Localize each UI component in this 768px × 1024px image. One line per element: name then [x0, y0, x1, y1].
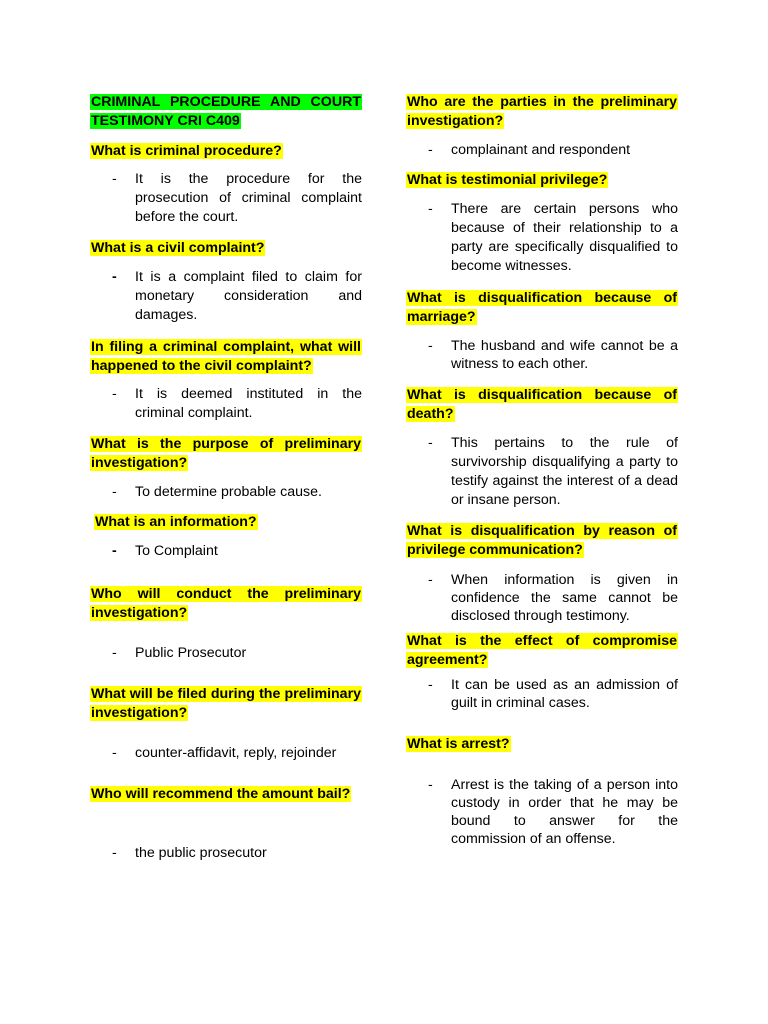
bullet-dash: -: [428, 572, 433, 588]
bullet-dash: -: [428, 201, 433, 217]
answer-item: - It is deemed instituted in the criminal complaint.: [112, 386, 362, 421]
question-heading: In filing a criminal complaint, what will happened to the civil complaint?: [91, 339, 361, 374]
bullet-dash: -: [428, 777, 433, 793]
bullet-dash: -: [428, 338, 433, 354]
bullet-dash: -: [112, 484, 117, 500]
question-heading: What is disqualification because of marriage?: [407, 290, 677, 325]
question-heading: What will be filed during the preliminary investigation?: [91, 686, 361, 721]
answer-item: - This pertains to the rule of survivorship disqualifying a party to testify against the interest of a dead or insane person.: [428, 435, 678, 508]
question-heading: What is the purpose of preliminary investigation?: [91, 436, 361, 471]
bullet-dash: -: [112, 845, 117, 861]
bullet-dash: -: [428, 435, 433, 451]
answer-item: - When information is given in confidence the same cannot be disclosed through testimony.: [428, 572, 678, 624]
answer-item: - It is a complaint filed to claim for monetary consideration and damages.: [112, 269, 362, 323]
answer-item: - The husband and wife cannot be a witness to each other.: [428, 338, 678, 372]
question-heading: What is arrest?: [407, 736, 510, 752]
answer-item: - Public Prosecutor: [112, 645, 247, 661]
bullet-dash: -: [428, 142, 433, 158]
bullet-dash: -: [112, 645, 117, 661]
question-heading: What is an information?: [95, 514, 257, 530]
question-heading: What is disqualification by reason of privilege communication?: [407, 523, 677, 558]
answer-item: - complainant and respondent: [428, 142, 631, 158]
question-heading: Who will recommend the amount bail?: [91, 786, 351, 802]
answer-item: - To determine probable cause.: [112, 484, 322, 500]
question-heading: What is criminal procedure?: [91, 143, 282, 159]
bullet-dash: -: [112, 269, 117, 285]
question-heading: What is disqualification because of death?: [407, 387, 677, 422]
answer-item: - It is the procedure for the prosecution of criminal complaint before the court.: [112, 171, 362, 225]
question-heading: What is testimonial privilege?: [407, 172, 608, 188]
answer-item: - counter-affidavit, reply, rejoinder: [112, 745, 337, 761]
bullet-dash: -: [428, 677, 433, 693]
question-heading: Who will conduct the preliminary investigation?: [91, 586, 361, 621]
answer-item: - There are certain persons who because of their relationship to a party are specifically disqualified to become witnesses.: [428, 201, 678, 274]
bullet-dash: -: [112, 745, 117, 761]
answer-item: - the public prosecutor: [112, 845, 267, 861]
bullet-dash: -: [112, 543, 117, 559]
question-heading: What is the effect of compromise agreement?: [407, 633, 677, 668]
question-heading: Who are the parties in the preliminary investigation?: [407, 94, 677, 129]
bullet-dash: -: [112, 386, 117, 402]
answer-item: - It can be used as an admission of guilt in criminal cases.: [428, 677, 678, 711]
bullet-dash: -: [112, 171, 117, 187]
question-heading: What is a civil complaint?: [91, 240, 265, 256]
answer-item: - Arrest is the taking of a person into custody in order that he may be bound to answer for the commission of an offense.: [428, 777, 678, 847]
answer-item: - To Complaint: [112, 543, 218, 559]
document-title: CRIMINAL PROCEDURE AND COURT TESTIMONY CRI C409: [91, 94, 361, 129]
